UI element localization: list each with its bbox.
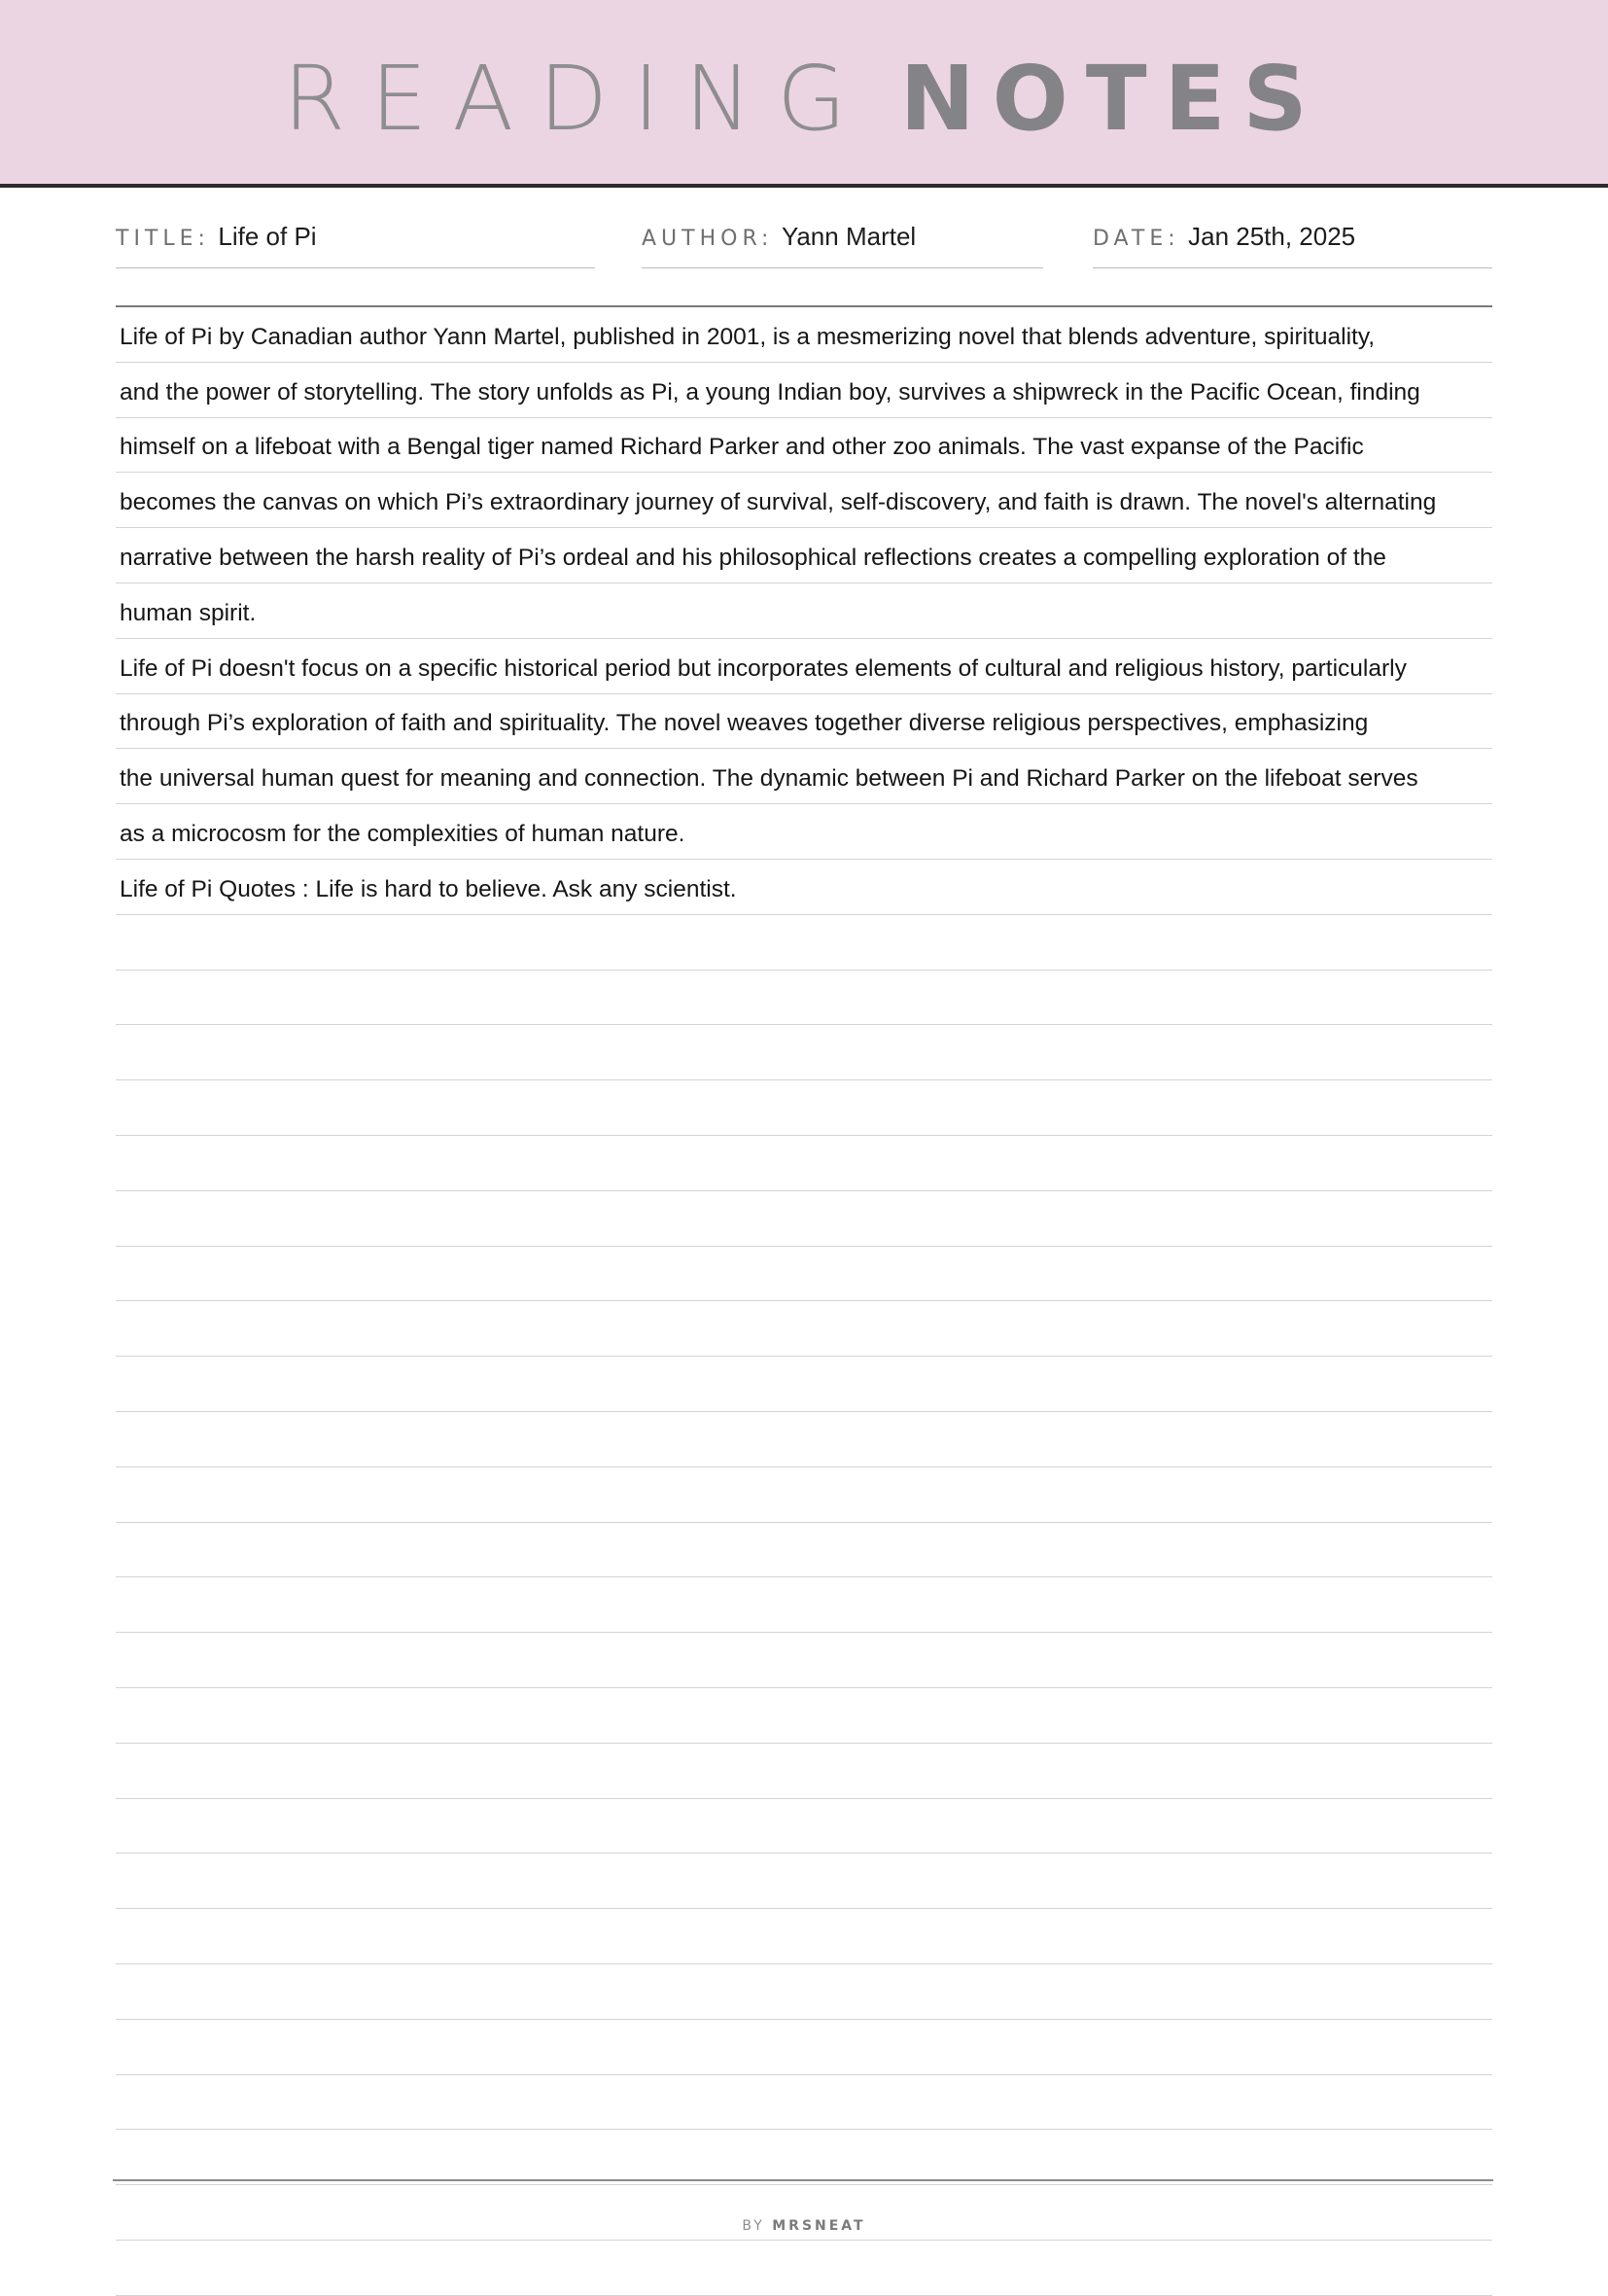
page-header — [0, 0, 1608, 188]
note-line[interactable]: becomes the canvas on which Pi’s extraordinary journey of survival, self-discovery, and faith is drawn. The novel's alternating — [116, 473, 1492, 528]
note-line[interactable]: and the power of storytelling. The story unfolds as Pi, a young Indian boy, survives a shipwreck in the Pacific Ocean, finding — [116, 363, 1492, 418]
note-line[interactable] — [116, 1744, 1492, 1799]
note-line[interactable] — [116, 1136, 1492, 1191]
page-title — [0, 47, 1608, 151]
notes-bottom-rule — [113, 2179, 1493, 2181]
footer-brand: MRSNEAT — [772, 2218, 866, 2234]
note-line[interactable] — [116, 1357, 1492, 1412]
note-line[interactable]: narrative between the harsh reality of Pi’s ordeal and his philosophical reflections creates a compelling exploration of the — [116, 528, 1492, 583]
note-line[interactable] — [116, 1080, 1492, 1136]
note-line[interactable]: through Pi’s exploration of faith and spirituality. The novel weaves together diverse religious perspectives, emphasizing — [116, 694, 1492, 750]
note-line[interactable] — [116, 1025, 1492, 1080]
note-line[interactable]: Life of Pi Quotes : Life is hard to believe. Ask any scientist. — [116, 860, 1492, 915]
note-line[interactable] — [116, 2020, 1492, 2075]
page-title-bold: NOTES — [899, 47, 1325, 151]
note-line[interactable]: as a microcosm for the complexities of human nature. — [116, 804, 1492, 860]
author-label: AUTHOR: — [642, 227, 774, 251]
note-line[interactable] — [116, 1247, 1492, 1302]
title-value[interactable]: Life of Pi — [218, 222, 317, 251]
note-line[interactable] — [116, 1467, 1492, 1523]
note-line[interactable] — [116, 1412, 1492, 1467]
note-line[interactable] — [116, 2130, 1492, 2185]
note-line[interactable] — [116, 1799, 1492, 1854]
footer-credit — [0, 2218, 1608, 2234]
note-line[interactable] — [116, 1633, 1492, 1688]
note-line[interactable]: the universal human quest for meaning and connection. The dynamic between Pi and Richard Parker on the lifeboat serves — [116, 749, 1492, 804]
notes-area[interactable] — [116, 307, 1492, 2296]
note-line[interactable] — [116, 915, 1492, 971]
note-line[interactable]: human spirit. — [116, 583, 1492, 639]
note-line[interactable] — [116, 1909, 1492, 1964]
title-label: TITLE: — [116, 227, 210, 251]
note-line[interactable]: Life of Pi by Canadian author Yann Martel, published in 2001, is a mesmerizing novel that blends adventure, spirituality, — [116, 307, 1492, 363]
note-line[interactable] — [116, 1191, 1492, 1247]
author-field[interactable] — [642, 222, 1043, 268]
note-line[interactable]: himself on a lifeboat with a Bengal tiger named Richard Parker and other zoo animals. The vast expanse of the Pacific — [116, 418, 1492, 474]
note-line[interactable] — [116, 1577, 1492, 1633]
note-line[interactable] — [116, 2241, 1492, 2296]
note-line[interactable]: Life of Pi doesn't focus on a specific historical period but incorporates elements of cultural and religious history, particularly — [116, 639, 1492, 694]
title-field[interactable] — [116, 222, 595, 268]
author-value[interactable]: Yann Martel — [781, 222, 917, 251]
page-title-light: READING — [283, 47, 872, 151]
footer-by: BY — [742, 2218, 765, 2234]
note-line[interactable] — [116, 971, 1492, 1026]
date-label: DATE: — [1093, 227, 1180, 251]
note-line[interactable] — [116, 1301, 1492, 1357]
note-line[interactable] — [116, 1523, 1492, 1578]
note-line[interactable] — [116, 1854, 1492, 1909]
note-line[interactable] — [116, 1964, 1492, 2020]
date-value[interactable]: Jan 25th, 2025 — [1188, 222, 1356, 251]
date-field[interactable] — [1093, 222, 1492, 268]
note-line[interactable] — [116, 1688, 1492, 1744]
note-line[interactable] — [116, 2075, 1492, 2131]
